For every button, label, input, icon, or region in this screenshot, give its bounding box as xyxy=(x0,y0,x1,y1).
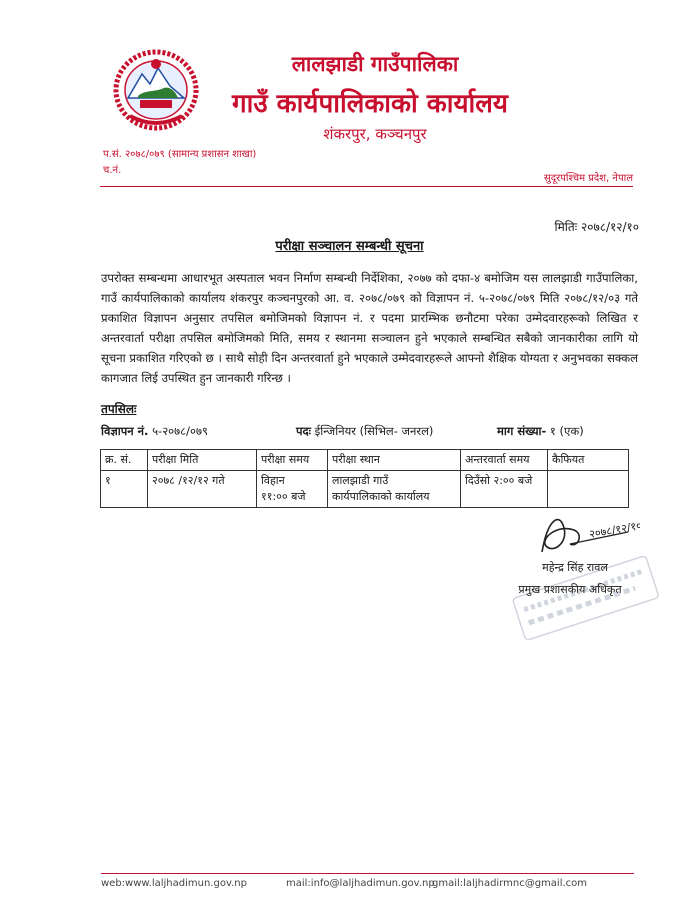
exam-date-cell: २०७८ /१२/१२ गते xyxy=(148,471,257,508)
advertisement-number xyxy=(101,424,208,439)
column-header: परीक्षा समय xyxy=(257,450,328,471)
office-name: लालझाडी गाउँपालिका xyxy=(291,52,459,76)
signature-date: २०७८/१२/१० xyxy=(588,518,640,541)
demand-value: १ (एक) xyxy=(549,424,584,438)
column-header: परीक्षा मिति xyxy=(148,450,257,471)
notice-subject: परीक्षा सञ्चालन सम्बन्धी सूचना xyxy=(275,239,424,254)
column-header: परीक्षा स्थान xyxy=(328,450,461,471)
advertisement-value: ५-२०७८/०७९ xyxy=(152,424,208,438)
venue-line: लालझाडी गाउँ xyxy=(332,474,389,487)
schedule-heading: तपसिलः xyxy=(101,402,137,416)
footer-contacts xyxy=(101,878,634,894)
exam-time-line: विहान xyxy=(261,474,285,487)
interview-time-cell: दिउँसो २:०० बजे xyxy=(461,471,548,508)
exam-time-cell xyxy=(257,471,328,508)
office-title: गाउँ कार्यपालिकाको कार्यालय xyxy=(232,89,508,119)
serial-number-cell: १ xyxy=(101,471,148,508)
nepal-emblem-logo xyxy=(110,46,202,132)
province-name: सुदूरपश्चिम प्रदेश, नेपाल xyxy=(544,173,633,184)
advertisement-info xyxy=(101,424,638,440)
column-header: क्र. सं. xyxy=(101,450,148,471)
signer-name: महेन्द्र सिंह रावल xyxy=(542,561,608,574)
header-divider xyxy=(100,186,633,187)
demand-info xyxy=(497,424,584,439)
venue-line: कार्यपालिकाको कार्यालय xyxy=(332,490,430,503)
gmail-link[interactable]: gmail:laljhadirmnc@gmail.com xyxy=(432,878,588,889)
table-row xyxy=(101,471,629,508)
notice-body: उपरोक्त सम्बन्धमा आधारभूत अस्पताल भवन निर्माण सम्बन्धी निर्देशिका, २०७७ को दफा-४ बमोजिम यस लालझाडी गाउँपालिका, गाउँ कार्यपालिकाको कार्यालय शंकरपुर कञ्चनपुरको आ. व. २०७८/०७९ को विज्ञापन नं. ५-२०७८/०७९ मिति २०७८/१२/०३ गते प्रकाशित विज्ञापन अनुसार तपसिल बमोजिमको विज्ञापन नं. र पदमा प्रारम्भिक छनौटमा परेका उम्मेदवारहरूको लिखित र अन्तरवार्ता परीक्षा तपसिल बमोजिमको मिति, समय र स्थानमा सञ्चालन हुने भएकाले सम्बन्धित सबैको जानकारीका लागि यो सूचना प्रकाशित गरिएको छ । साथै सोही दिन अन्तरवार्ता हुने भएकाले उम्मेदवारहरूले आफ्नो शैक्षिक योग्यता र अनुभवका सक्कल कागजात लिई उपस्थित हुन जानकारी गरिन्छ । xyxy=(101,271,638,385)
notice-date: मितिः २०७८/१२/१० xyxy=(554,220,639,234)
reference-number: प.सं. २०७८/०७९ (सामान्य प्रशासन शाखा) xyxy=(103,149,257,160)
demand-label: माग संख्या- xyxy=(497,424,547,438)
website-link[interactable]: web:www.laljhadimun.gov.np xyxy=(101,878,247,889)
post-value: ईन्जिनियर (सिभिल- जनरल) xyxy=(314,424,434,438)
signer-title: प्रमुख प्रशासकीय अधिकृत xyxy=(518,583,622,596)
email-link[interactable]: mail:info@laljhadimun.gov.np xyxy=(286,878,435,889)
post-info xyxy=(296,424,433,439)
table-header-row xyxy=(101,450,629,471)
post-label: पदः xyxy=(296,424,311,438)
exam-venue-cell xyxy=(328,471,461,508)
office-address: शंकरपुर, कञ्चनपुर xyxy=(323,125,427,143)
remarks-cell xyxy=(548,471,629,508)
advertisement-label: विज्ञापन नं. xyxy=(101,424,149,438)
footer-divider xyxy=(101,873,634,874)
column-header: कैफियत xyxy=(548,450,629,471)
exam-schedule-table xyxy=(100,449,629,508)
exam-time-line: ११:०० बजे xyxy=(261,490,306,503)
column-header: अन्तरवार्ता समय xyxy=(461,450,548,471)
dispatch-number: च.नं. xyxy=(103,165,122,176)
